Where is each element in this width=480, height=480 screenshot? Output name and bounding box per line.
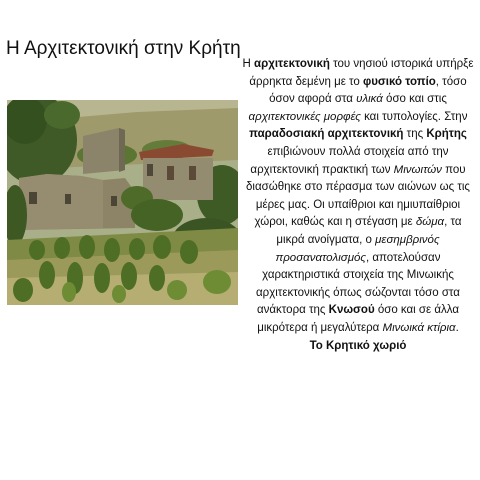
paragraph-run: , αποτελούσαν χαρακτηριστικά στοιχεία της Μινωικής αρχιτεκτονικής όπως σώζονται τόσο στα ανάκτορα της xyxy=(256,251,460,317)
paragraph-run: αρχιτεκτονικές μορφές xyxy=(248,110,361,123)
paragraph-run: μεσημβρινός προσανατολισμός xyxy=(275,233,440,264)
slide-title: Η Αρχιτεκτονική στην Κρήτη xyxy=(6,38,241,59)
paragraph-run: . xyxy=(455,321,459,334)
paragraph-run: , τα μικρά ανοίγματα, ο xyxy=(276,216,462,246)
paragraph-run: Μινωικά κτίρια xyxy=(382,321,456,334)
paragraph-run: αρχιτεκτονική xyxy=(254,58,330,70)
caption: Το Κρητικό χωριό xyxy=(309,339,407,352)
paragraph-run: της xyxy=(403,128,427,141)
body-text xyxy=(242,56,474,355)
paragraph-run: Κρήτης xyxy=(426,128,467,141)
paragraph-run: επιβιώνουν πολλά στοιχεία από την αρχιτεκτονική πρακτική των xyxy=(250,145,449,176)
paragraph-run: , τόσο όσον αφορά στα xyxy=(269,75,467,106)
paragraph-run: όσο και σε άλλα μικρότερα ή μεγαλύτερα xyxy=(257,304,459,334)
paragraph-run: υλικά xyxy=(356,93,383,106)
paragraph-run: Μινωιτών xyxy=(393,163,442,176)
stone-village-photo xyxy=(7,100,238,305)
body-paragraph xyxy=(243,58,474,334)
paragraph-run: όσο και στις xyxy=(382,93,447,106)
paragraph-run: και τυπολογίες. Στην xyxy=(360,110,468,123)
paragraph-run: φυσικό τοπίο xyxy=(363,75,436,88)
paragraph-run: Κνωσού xyxy=(328,304,375,317)
paragraph-run: που διασώθηκε στο πέρασμα των αιώνων ως τις μέρες μας. Οι υπαίθριοι και ημιυπαίθριοι χώροι, καθώς και η στέγαση με xyxy=(246,163,470,229)
paragraph-run: Η xyxy=(242,58,255,70)
paragraph-run: του νησιού ιστορικά υπήρξε άρρηκτα δεμένη με το xyxy=(249,58,474,88)
paragraph-run: παραδοσιακή αρχιτεκτονική xyxy=(249,128,404,141)
paragraph-run: δώμα xyxy=(415,216,445,229)
